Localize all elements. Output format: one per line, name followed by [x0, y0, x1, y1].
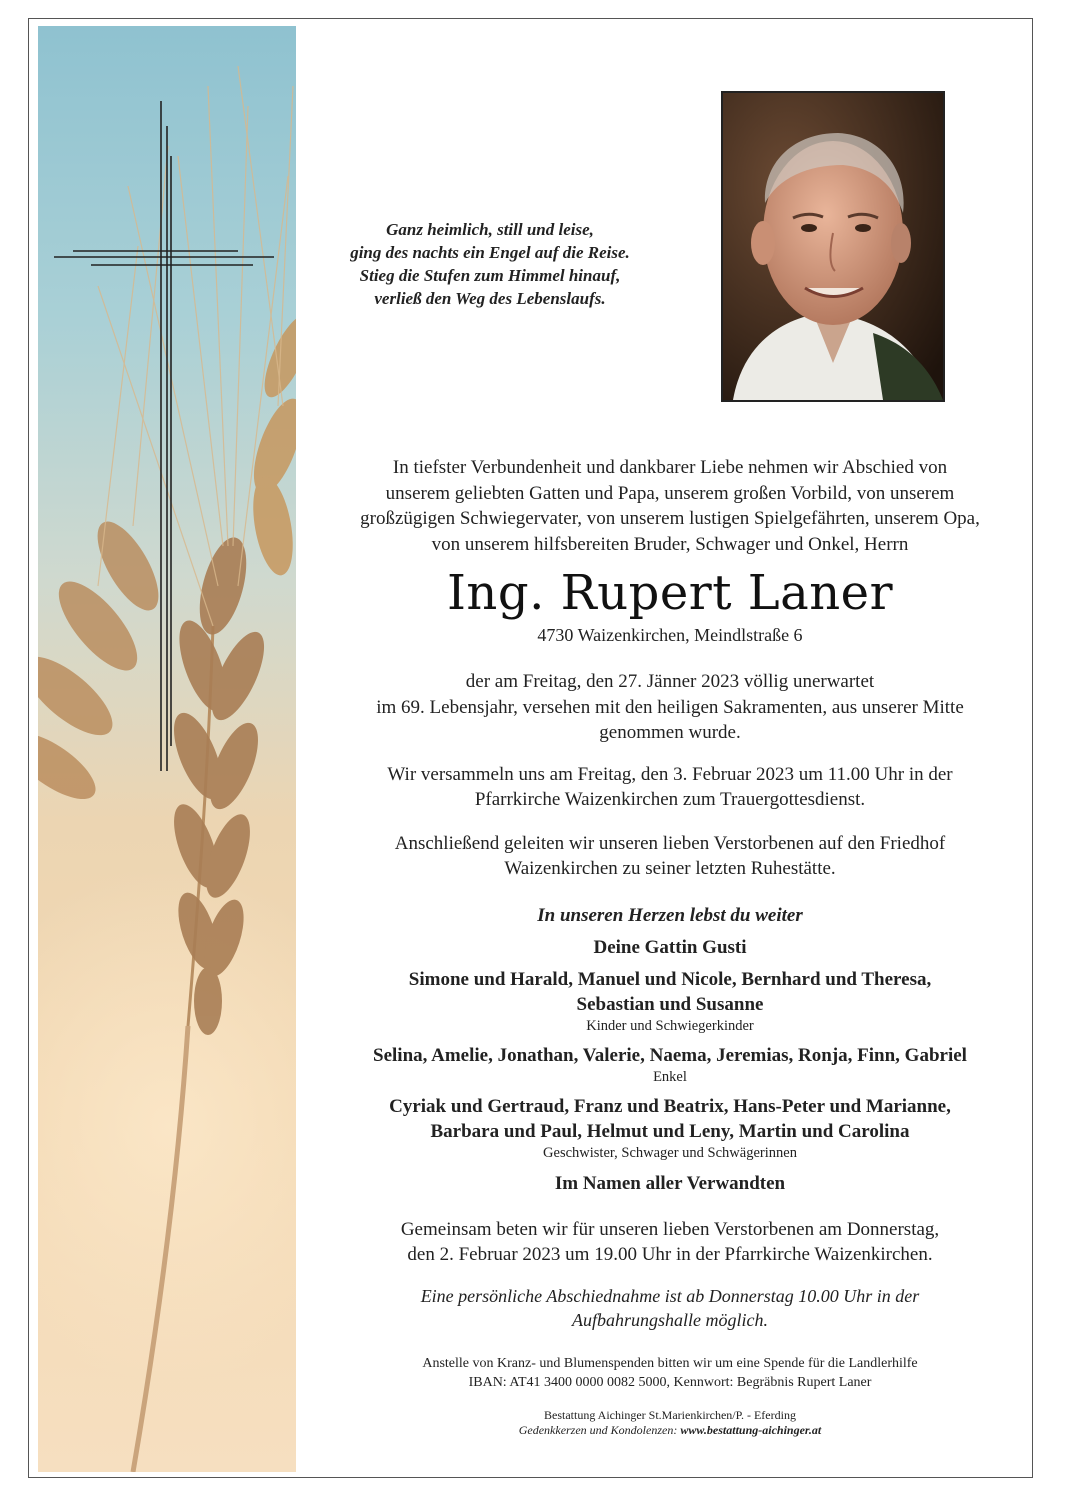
- condolence-prefix: Gedenkkerzen und Kondolenzen:: [518, 1422, 681, 1437]
- text-line: IBAN: AT41 3400 0000 0082 5000, Kennwort: Begräbnis Rupert Laner: [468, 1374, 872, 1390]
- text-line: unserem geliebten Gatten und Papa, unserem großen Vorbild, von unserem: [385, 482, 955, 504]
- grandchildren-label: Enkel: [653, 1068, 687, 1085]
- service-paragraph: [318, 762, 1022, 813]
- text-line: In tiefster Verbundenheit und dankbarer Liebe nehmen wir Abschied von: [392, 457, 948, 478]
- condolence-line: [318, 1423, 1022, 1438]
- grandchildren-names: [318, 1043, 1022, 1068]
- condolence-link[interactable]: www.bestattung-aichinger.at: [680, 1422, 822, 1437]
- relatives-line: Im Namen aller Verwandten: [554, 1172, 786, 1194]
- donation-paragraph: [318, 1354, 1022, 1392]
- wheat-cross-image: [38, 26, 296, 1472]
- text-line: Cyriak und Gertraud, Franz und Beatrix, Hans-Peter und Marianne,: [389, 1095, 951, 1117]
- text-line: großzügigen Schwiegervater, von unserem lustigen Spielgefährten, unserem Opa,: [360, 508, 980, 529]
- text-line: Aufbahrungshalle möglich.: [572, 1309, 768, 1330]
- intro-paragraph: [318, 455, 1022, 557]
- deceased-name: Ing. Rupert Laner: [446, 565, 894, 621]
- undertaker-name: Bestattung Aichinger St.Marienkirchen/P. - Eferding: [544, 1407, 796, 1422]
- text-line: Wir versammeln uns am Freitag, den 3. Februar 2023 um 11.00 Uhr in der: [387, 763, 953, 785]
- poem-line: verließ den Weg des Lebenslaufs.: [374, 289, 606, 308]
- text-line: Anschließend geleiten wir unseren lieben Verstorbenen auf den Friedhof: [394, 832, 946, 854]
- text-line: genommen wurde.: [599, 722, 741, 743]
- text-line: Pfarrkirche Waizenkirchen zum Trauergottesdienst.: [474, 789, 866, 810]
- portrait-photo: [721, 91, 945, 402]
- text-line: Waizenkirchen zu seiner letzten Ruhestätte.: [504, 858, 836, 879]
- text-line: Sebastian und Susanne: [576, 993, 764, 1015]
- siblings-names: [318, 1094, 1022, 1144]
- wife-line: Deine Gattin Gusti: [593, 936, 747, 958]
- deceased-address: 4730 Waizenkirchen, Meindlstraße 6: [537, 625, 803, 645]
- children-label: Kinder und Schwiegerkinder: [586, 1017, 754, 1034]
- burial-paragraph: [318, 831, 1022, 882]
- text-line: im 69. Lebensjahr, versehen mit den heiligen Sakramenten, aus unserer Mitte: [376, 696, 964, 718]
- poem-line: Stieg die Stufen zum Himmel hinauf,: [359, 266, 621, 285]
- text-line: Selina, Amelie, Jonathan, Valerie, Naema, Jeremias, Ronja, Finn, Gabriel: [373, 1044, 967, 1066]
- wheat-illustration: [38, 26, 296, 1472]
- undertaker-footer: [318, 1408, 1022, 1438]
- portrait-image: [723, 93, 943, 400]
- poem-line: Ganz heimlich, still und leise,: [386, 220, 594, 239]
- siblings-label: Geschwister, Schwager und Schwägerinnen: [543, 1144, 797, 1161]
- poem-line: ging des nachts ein Engel auf die Reise.: [350, 243, 630, 262]
- poem: [300, 218, 680, 310]
- prayer-paragraph: [318, 1217, 1022, 1268]
- children-names: [318, 967, 1022, 1017]
- text-line: Simone und Harald, Manuel und Nicole, Bernhard und Theresa,: [408, 968, 932, 990]
- text-line: Gemeinsam beten wir für unseren lieben Verstorbenen am Donnerstag,: [400, 1218, 940, 1240]
- text-line: Barbara und Paul, Helmut und Leny, Martin und Carolina: [430, 1120, 910, 1142]
- text-line: Eine persönliche Abschiednahme ist ab Donnerstag 10.00 Uhr in der: [420, 1285, 920, 1306]
- viewing-paragraph: [318, 1284, 1022, 1332]
- text-line: der am Freitag, den 27. Jänner 2023 völlig unerwartet: [465, 671, 875, 692]
- text-line: von unserem hilfsbereiten Bruder, Schwager und Onkel, Herrn: [431, 533, 909, 555]
- main-text: [318, 455, 1022, 1438]
- text-line: Anstelle von Kranz- und Blumenspenden bitten wir um eine Spende für die Landlerhilfe: [422, 1355, 918, 1371]
- text-line: den 2. Februar 2023 um 19.00 Uhr in der Pfarrkirche Waizenkirchen.: [407, 1244, 933, 1265]
- death-paragraph: [318, 669, 1022, 746]
- heart-line: In unseren Herzen lebst du weiter: [537, 904, 803, 926]
